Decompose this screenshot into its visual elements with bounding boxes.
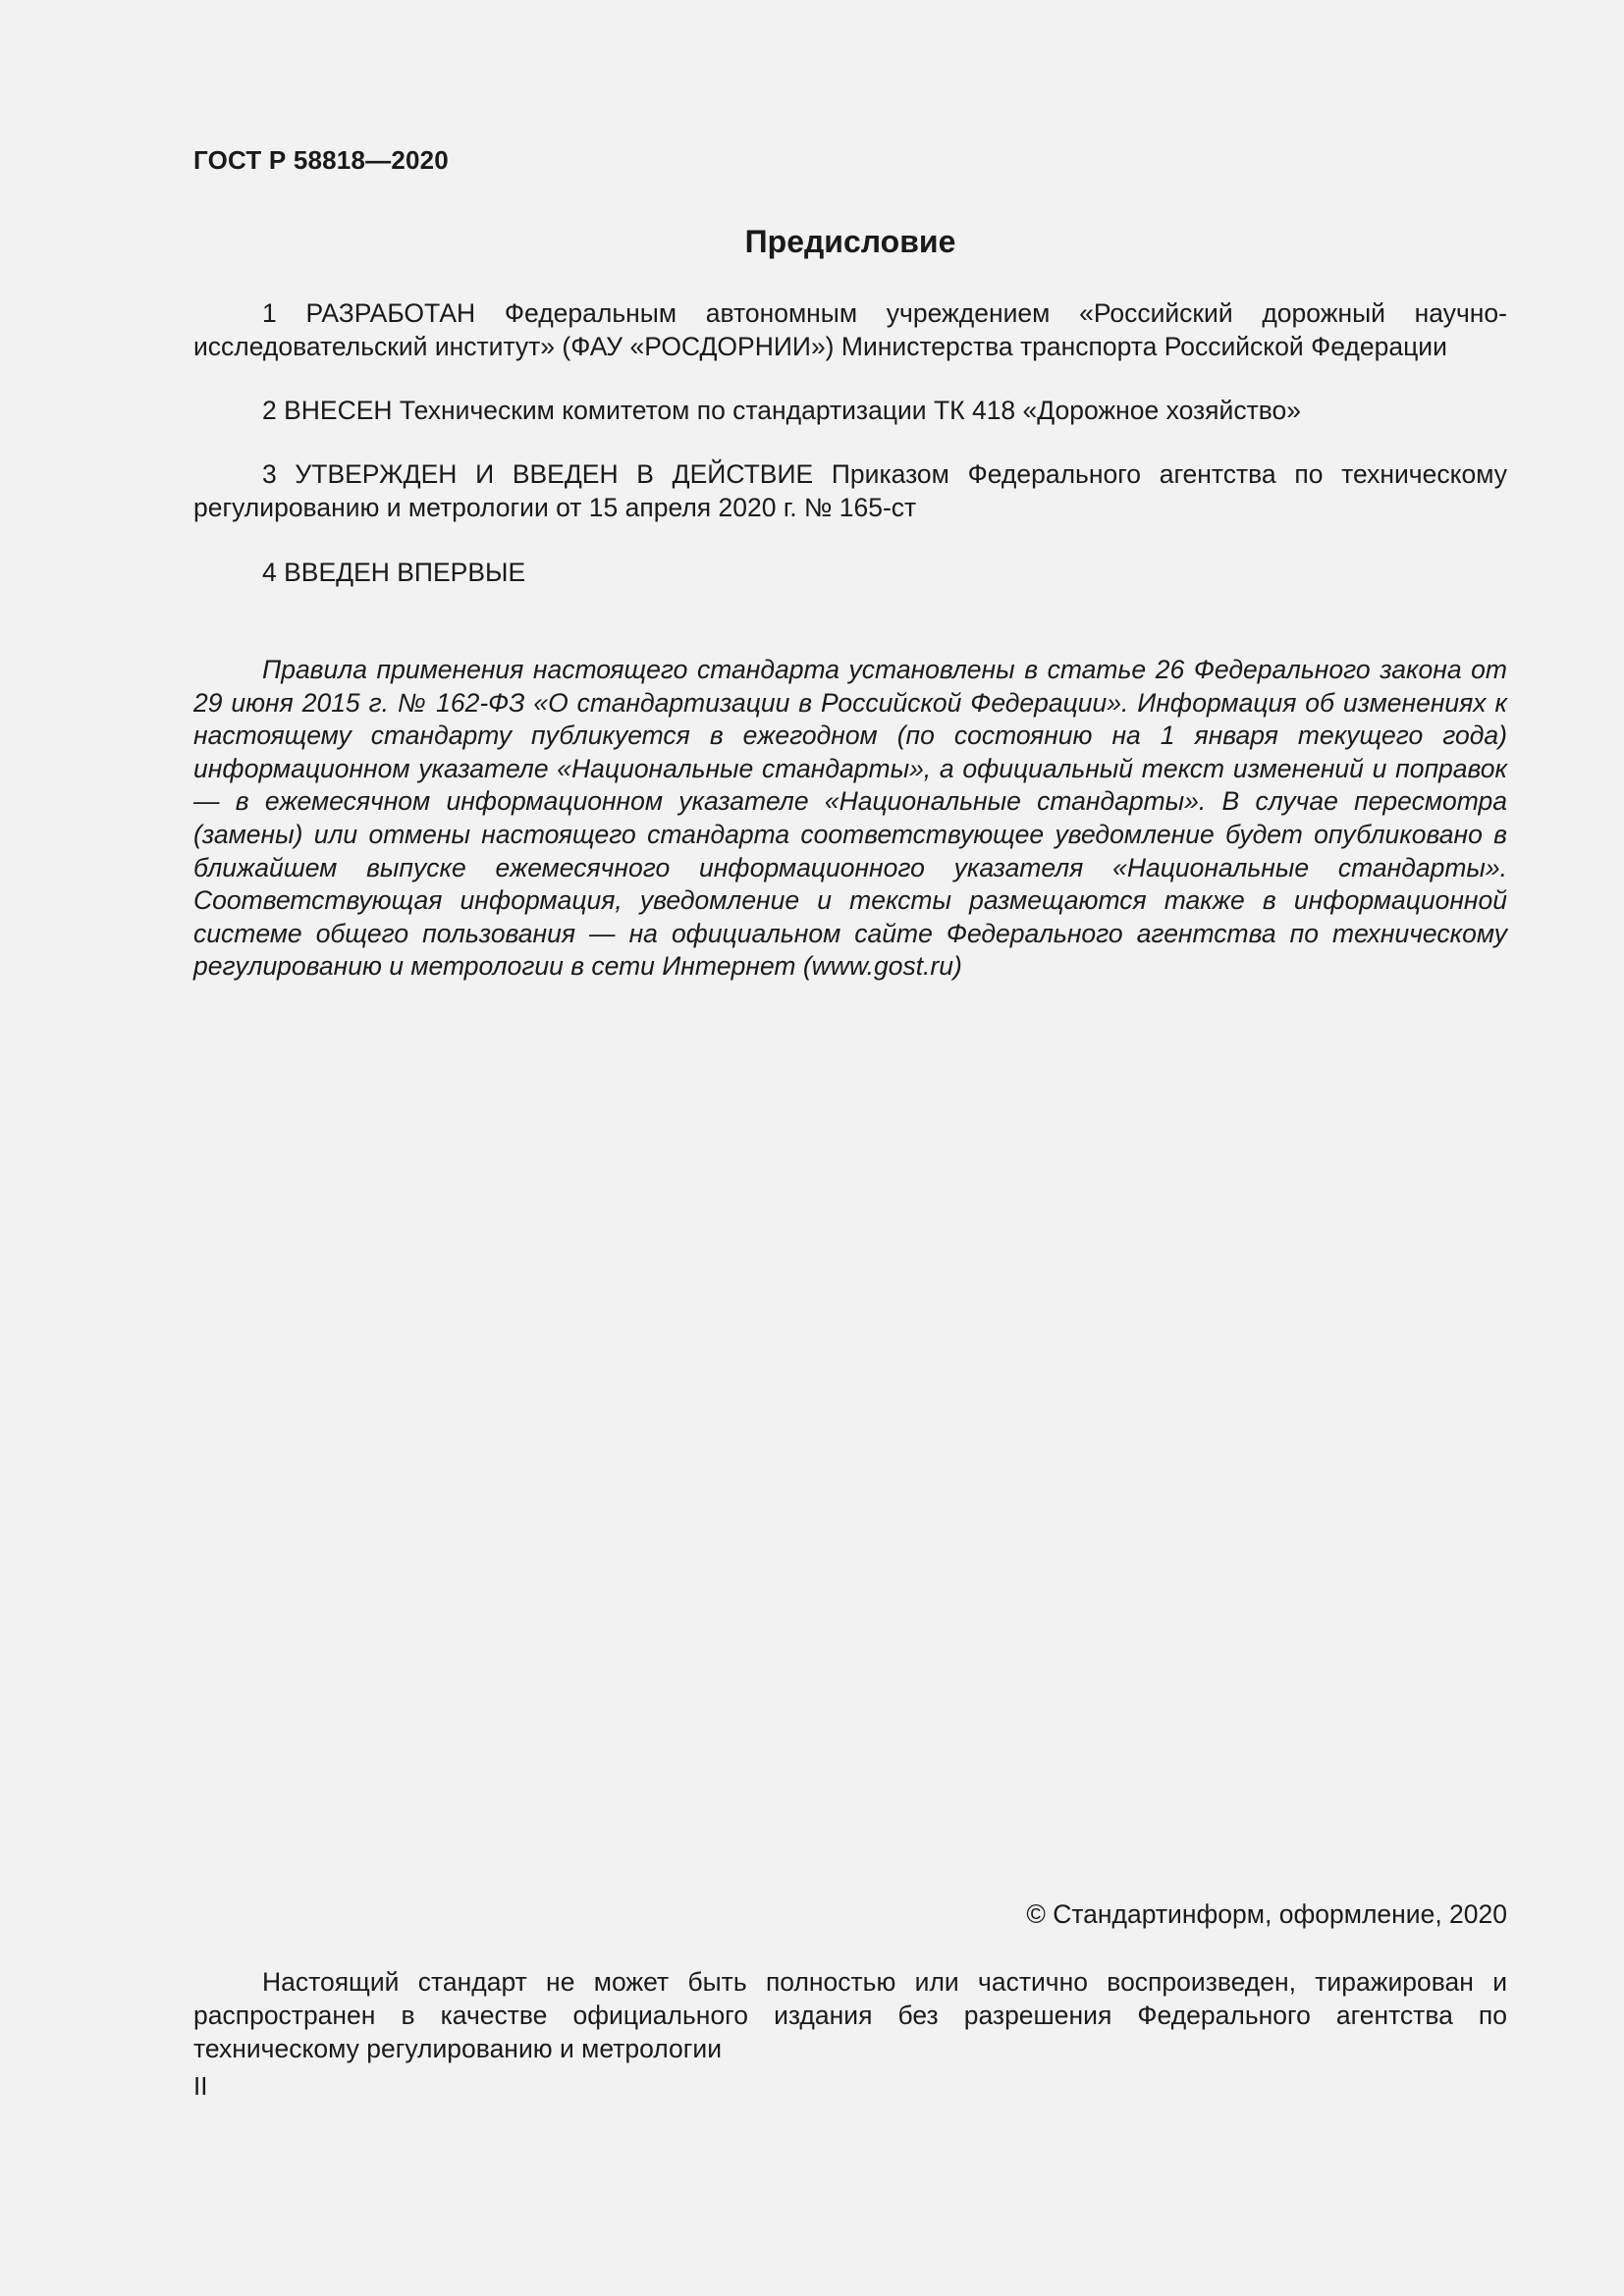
preface-item-introduced: 2 ВНЕСЕН Техническим комитетом по стандартизации ТК 418 «Дорожное хозяйство» (262, 396, 1301, 425)
document-page (193, 0, 1507, 2296)
page-number: II (193, 2071, 208, 2101)
document-code: ГОСТ Р 58818—2020 (193, 145, 449, 175)
application-rules-paragraph: Правила применения настоящего стандарта установлены в статье 26 Федерального закона от 29 июня 2015 г. № 162-ФЗ «О стандартизации в Российской Федерации». Информация об изменениях к настоящему стандарту публикуется в ежегодном (по состоянию на 1 января текущего года) информационном указателе «Национальные стандарты», а официальный текст изменений и поправок — в ежемесячном информационном указателе «Национальные стандарты». В случае пересмотра (замены) или отмены настоящего стандарта соответствующее уведомление будет опубликовано в ближайшем выпуске ежемесячного информационного указателя «Национальные стандарты». Соответствующая информация, уведомление и тексты размещаются также в информационной системе общего пользования — на официальном сайте Федерального агентства по техническому регулированию и метрологии в сети Интернет (www.gost.ru) (193, 655, 1507, 982)
preface-item-developed: 1 РАЗРАБОТАН Федеральным автономным учреждением «Российский дорожный научно-исследовательский институт» (ФАУ «РОСДОРНИИ») Министерства транспорта Российской Федерации (193, 298, 1507, 361)
copyright-line: © Стандартинформ, оформление, 2020 (1026, 1899, 1507, 1929)
preface-item-first-introduced: 4 ВВЕДЕН ВПЕРВЫЕ (262, 558, 526, 587)
reproduction-notice: Настоящий стандарт не может быть полностью или частично воспроизведен, тиражирован и распространен в качестве официального издания без разрешения Федерального агентства по техническому регулированию и метрологии (193, 1967, 1507, 2063)
preface-item-approved: 3 УТВЕРЖДЕН И ВВЕДЕН В ДЕЙСТВИЕ Приказом Федерального агентства по техническому регулированию и метрологии от 15 апреля 2020 г. № 165-ст (193, 459, 1507, 522)
preface-title: Предисловие (744, 224, 956, 259)
